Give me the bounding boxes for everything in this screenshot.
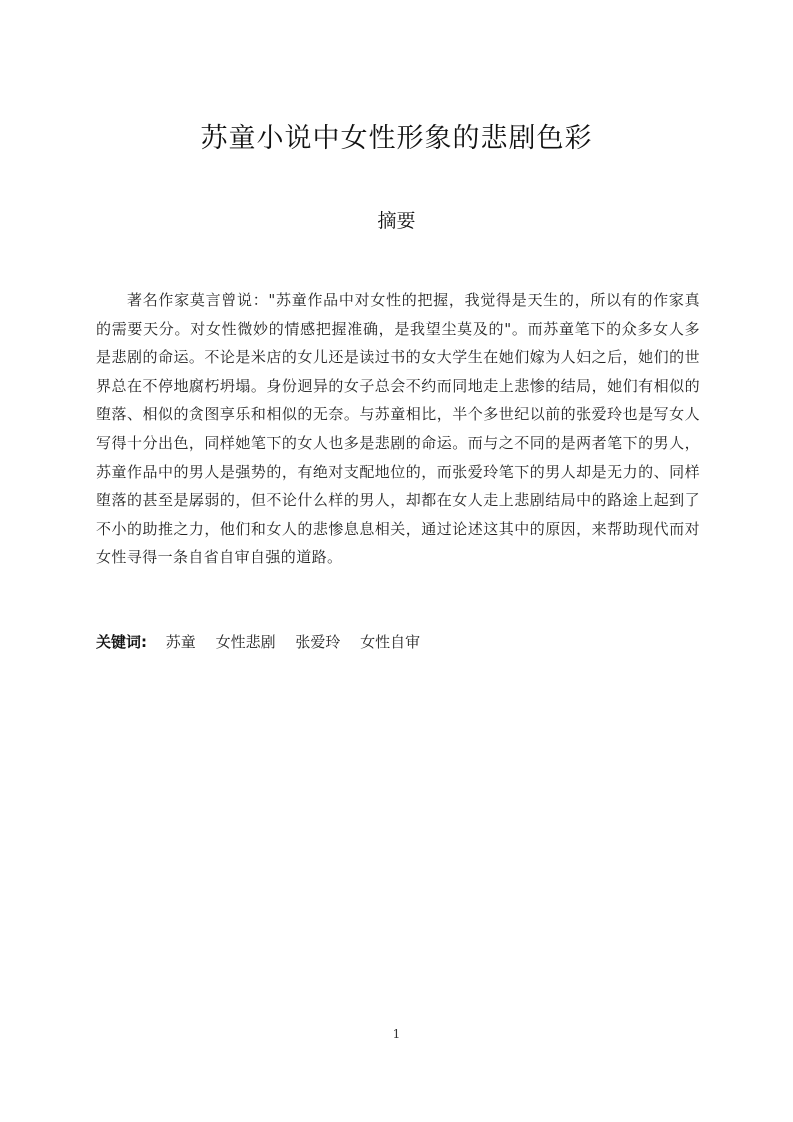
abstract-heading: 摘要 bbox=[377, 210, 416, 232]
keywords-label: 关键词: bbox=[96, 633, 147, 651]
keywords-line bbox=[96, 628, 700, 656]
abstract-paragraph: 著名作家莫言曾说："苏童作品中对女性的把握，我觉得是天生的，所以有的作家真的需要天分。对女性微妙的情感把握准确，是我望尘莫及的"。而苏童笔下的众多女人多是悲剧的命运。不论是米店的女儿还是读过书的女大学生在她们嫁为人妇之后，她们的世界总在不停地腐朽坍塌。身份迥异的女子总会不约而同地走上悲惨的结局，她们有相似的堕落、相似的贪图享乐和相似的无奈。与苏童相比，半个多世纪以前的张爱玲也是写女人写得十分出色，同样她笔下的女人也多是悲剧的命运。而与之不同的是两者笔下的男人，苏童作品中的男人是强势的，有绝对支配地位的，而张爱玲笔下的男人却是无力的、同样堕落的甚至是孱弱的，但不论什么样的男人，却都在女人走上悲剧结局中的路途上起到了不小的助推之力，他们和女人的悲惨息息相关，通过论述这其中的原因，来帮助现代而对女性寻得一条自省自审自强的道路。 bbox=[96, 291, 700, 567]
keyword: 苏童 bbox=[165, 633, 196, 651]
keyword: 女性自审 bbox=[360, 633, 421, 651]
keyword: 女性悲剧 bbox=[215, 633, 276, 651]
page-number: 1 bbox=[392, 1027, 401, 1041]
keyword: 张爱玲 bbox=[295, 633, 341, 651]
document-title: 苏童小说中女性形象的悲剧色彩 bbox=[200, 123, 593, 154]
